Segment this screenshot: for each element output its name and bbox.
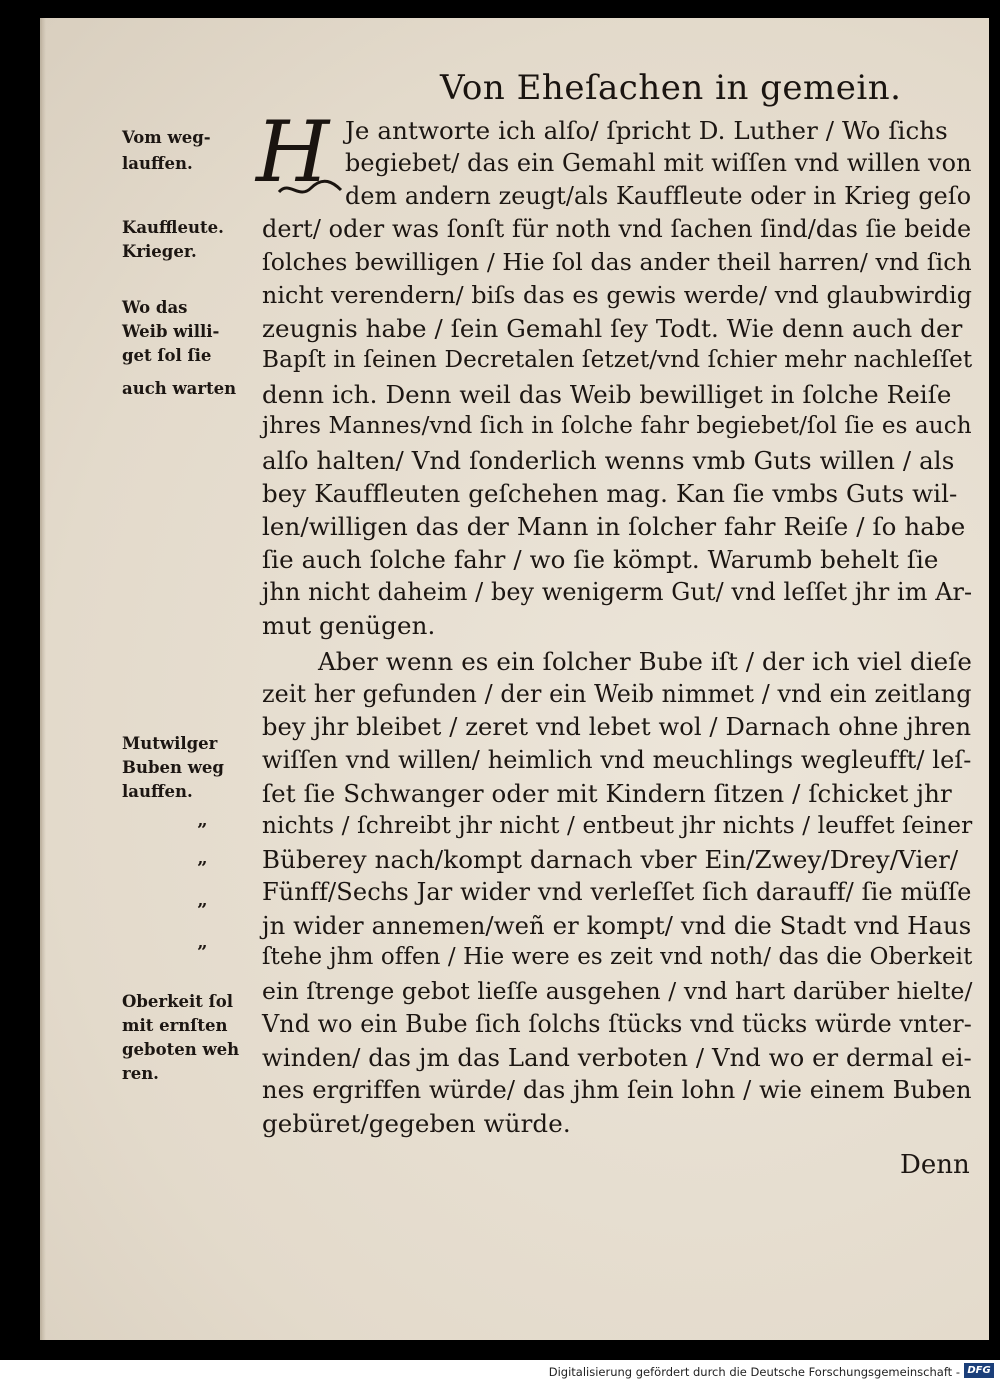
marginal-note: auch warten <box>122 379 237 398</box>
text-line: zeugnis habe / ſein Gemahl ſey Todt. Wie denn auch der <box>262 314 963 343</box>
page-title: Von Eheſachen in gemein. <box>440 68 902 108</box>
text-line: dert/ oder was ſonſt für noth vnd ſachen ſind/das ſie beide <box>262 215 972 243</box>
text-line: nicht verendern/ biſs das es gewis werde/ vnd glaubwirdig <box>262 281 972 309</box>
text-line: mut genügen. <box>262 611 436 640</box>
text-line: bey Kauffleuten geſchehen mag. Kan ſie vmbs Guts wil- <box>262 479 958 508</box>
quotation-mark: ” <box>197 858 208 879</box>
marginal-note: Mutwilger <box>122 734 218 753</box>
footer-bar <box>0 1360 1000 1384</box>
text-line: nes ergriffen würde/ das jhm ſein lohn / wie einem Buben <box>262 1076 972 1104</box>
funding-notice: Digitalisierung gefördert durch die Deutsche Forschungsgemeinschaft - <box>548 1365 960 1379</box>
text-line: ſet ſie Schwanger oder mit Kindern ſitzen / ſchicket jhr <box>262 779 952 808</box>
text-line: ſolches bewilligen / Hie ſol das ander theil harren/ vnd ſich <box>262 248 972 276</box>
text-line: jhres Mannes/vnd ſich in ſolche fahr begiebet/ſol ſie es auch <box>262 413 972 439</box>
quotation-mark: ” <box>197 942 208 963</box>
text-line: begiebet/ das ein Gemahl mit wiſſen vnd willen von <box>345 149 972 177</box>
text-line: nichts / ſchreibt jhr nicht / entbeut jhr nichts / leuffet ſeiner <box>262 812 973 839</box>
text-line: denn ich. Denn weil das Weib bewilliget in ſolche Reiſe <box>262 380 952 409</box>
text-line: dem andern zeugt/als Kauffleute oder in Krieg geſo <box>345 182 972 210</box>
initial-swash-ornament <box>275 178 345 200</box>
text-line: zeit her gefunden / der ein Weib nimmet / vnd ein zeitlang <box>262 680 972 708</box>
text-line: winden/ das jm das Land verboten / Vnd wo er dermal ei- <box>262 1043 972 1072</box>
quotation-mark: ” <box>197 820 208 841</box>
marginal-note: Vom weg- <box>122 128 211 147</box>
text-line: bey jhr bleibet / zeret vnd lebet wol / Darnach ohne jhren <box>262 713 972 741</box>
text-line: ſtehe jhm offen / Hie were es zeit vnd noth/ das die Oberkeit <box>262 944 973 970</box>
quotation-mark: ” <box>197 900 208 921</box>
text-line: gebüret/gegeben würde. <box>262 1109 571 1138</box>
text-line: Büberey nach/kompt darnach vber Ein/Zwey/Drey/Vier/ <box>262 845 959 874</box>
text-line: Fünff/Sechs Jar wider vnd verleſſet ſich darauff/ ſie müſſe <box>262 878 972 906</box>
catchword: Denn <box>900 1150 970 1180</box>
text-line: jn wider annemen/weñ er kompt/ vnd die Stadt vnd Haus <box>262 911 972 940</box>
text-line: len/willigen das der Mann in ſolcher fahr Reiſe / ſo habe <box>262 512 966 541</box>
marginal-note: lauffen. <box>122 154 193 173</box>
marginal-note: Krieger. <box>122 242 197 261</box>
marginal-note: Oberkeit ſol <box>122 992 234 1011</box>
text-line: jhn nicht daheim / bey wenigerm Gut/ vnd leſſet jhr im Ar- <box>262 578 973 606</box>
text-line: Je antworte ich alſo/ ſpricht D. Luther / Wo ſichs <box>345 116 948 145</box>
marginal-note: get ſol ſie <box>122 346 212 365</box>
text-line: Aber wenn es ein ſolcher Bube iſt / der ich viel dieſe <box>318 647 973 676</box>
text-line: ein ſtrenge gebot lieſſe ausgehen / vnd hart darüber hielte/ <box>262 977 973 1005</box>
marginal-note: Kauffleute. <box>122 218 224 237</box>
marginal-note: Wo das <box>122 298 188 317</box>
dfg-logo: DFG <box>964 1363 994 1378</box>
marginal-note: Weib willi- <box>122 322 220 341</box>
marginal-note: Buben weg <box>122 758 224 777</box>
text-line: Bapſt in ſeinen Decretalen ſetzet/vnd ſchier mehr nachleſſet <box>262 347 973 373</box>
decorated-initial: H <box>256 103 330 201</box>
text-line: ſie auch ſolche fahr / wo ſie kömpt. Warumb behelt ſie <box>262 545 939 574</box>
text-line: wiſſen vnd willen/ heimlich vnd meuchlings wegleufft/ leſ- <box>262 746 972 774</box>
marginal-note: mit ernſten <box>122 1016 228 1035</box>
marginal-note: lauffen. <box>122 782 193 801</box>
text-line: Vnd wo ein Bube ſich ſolchs ſtücks vnd tücks würde vnter- <box>262 1010 972 1038</box>
marginal-note: ren. <box>122 1064 159 1083</box>
gutter-shadow <box>40 18 46 1340</box>
marginal-note: geboten weh <box>122 1040 240 1059</box>
text-line: alſo halten/ Vnd ſonderlich wenns vmb Guts willen / als <box>262 446 955 475</box>
